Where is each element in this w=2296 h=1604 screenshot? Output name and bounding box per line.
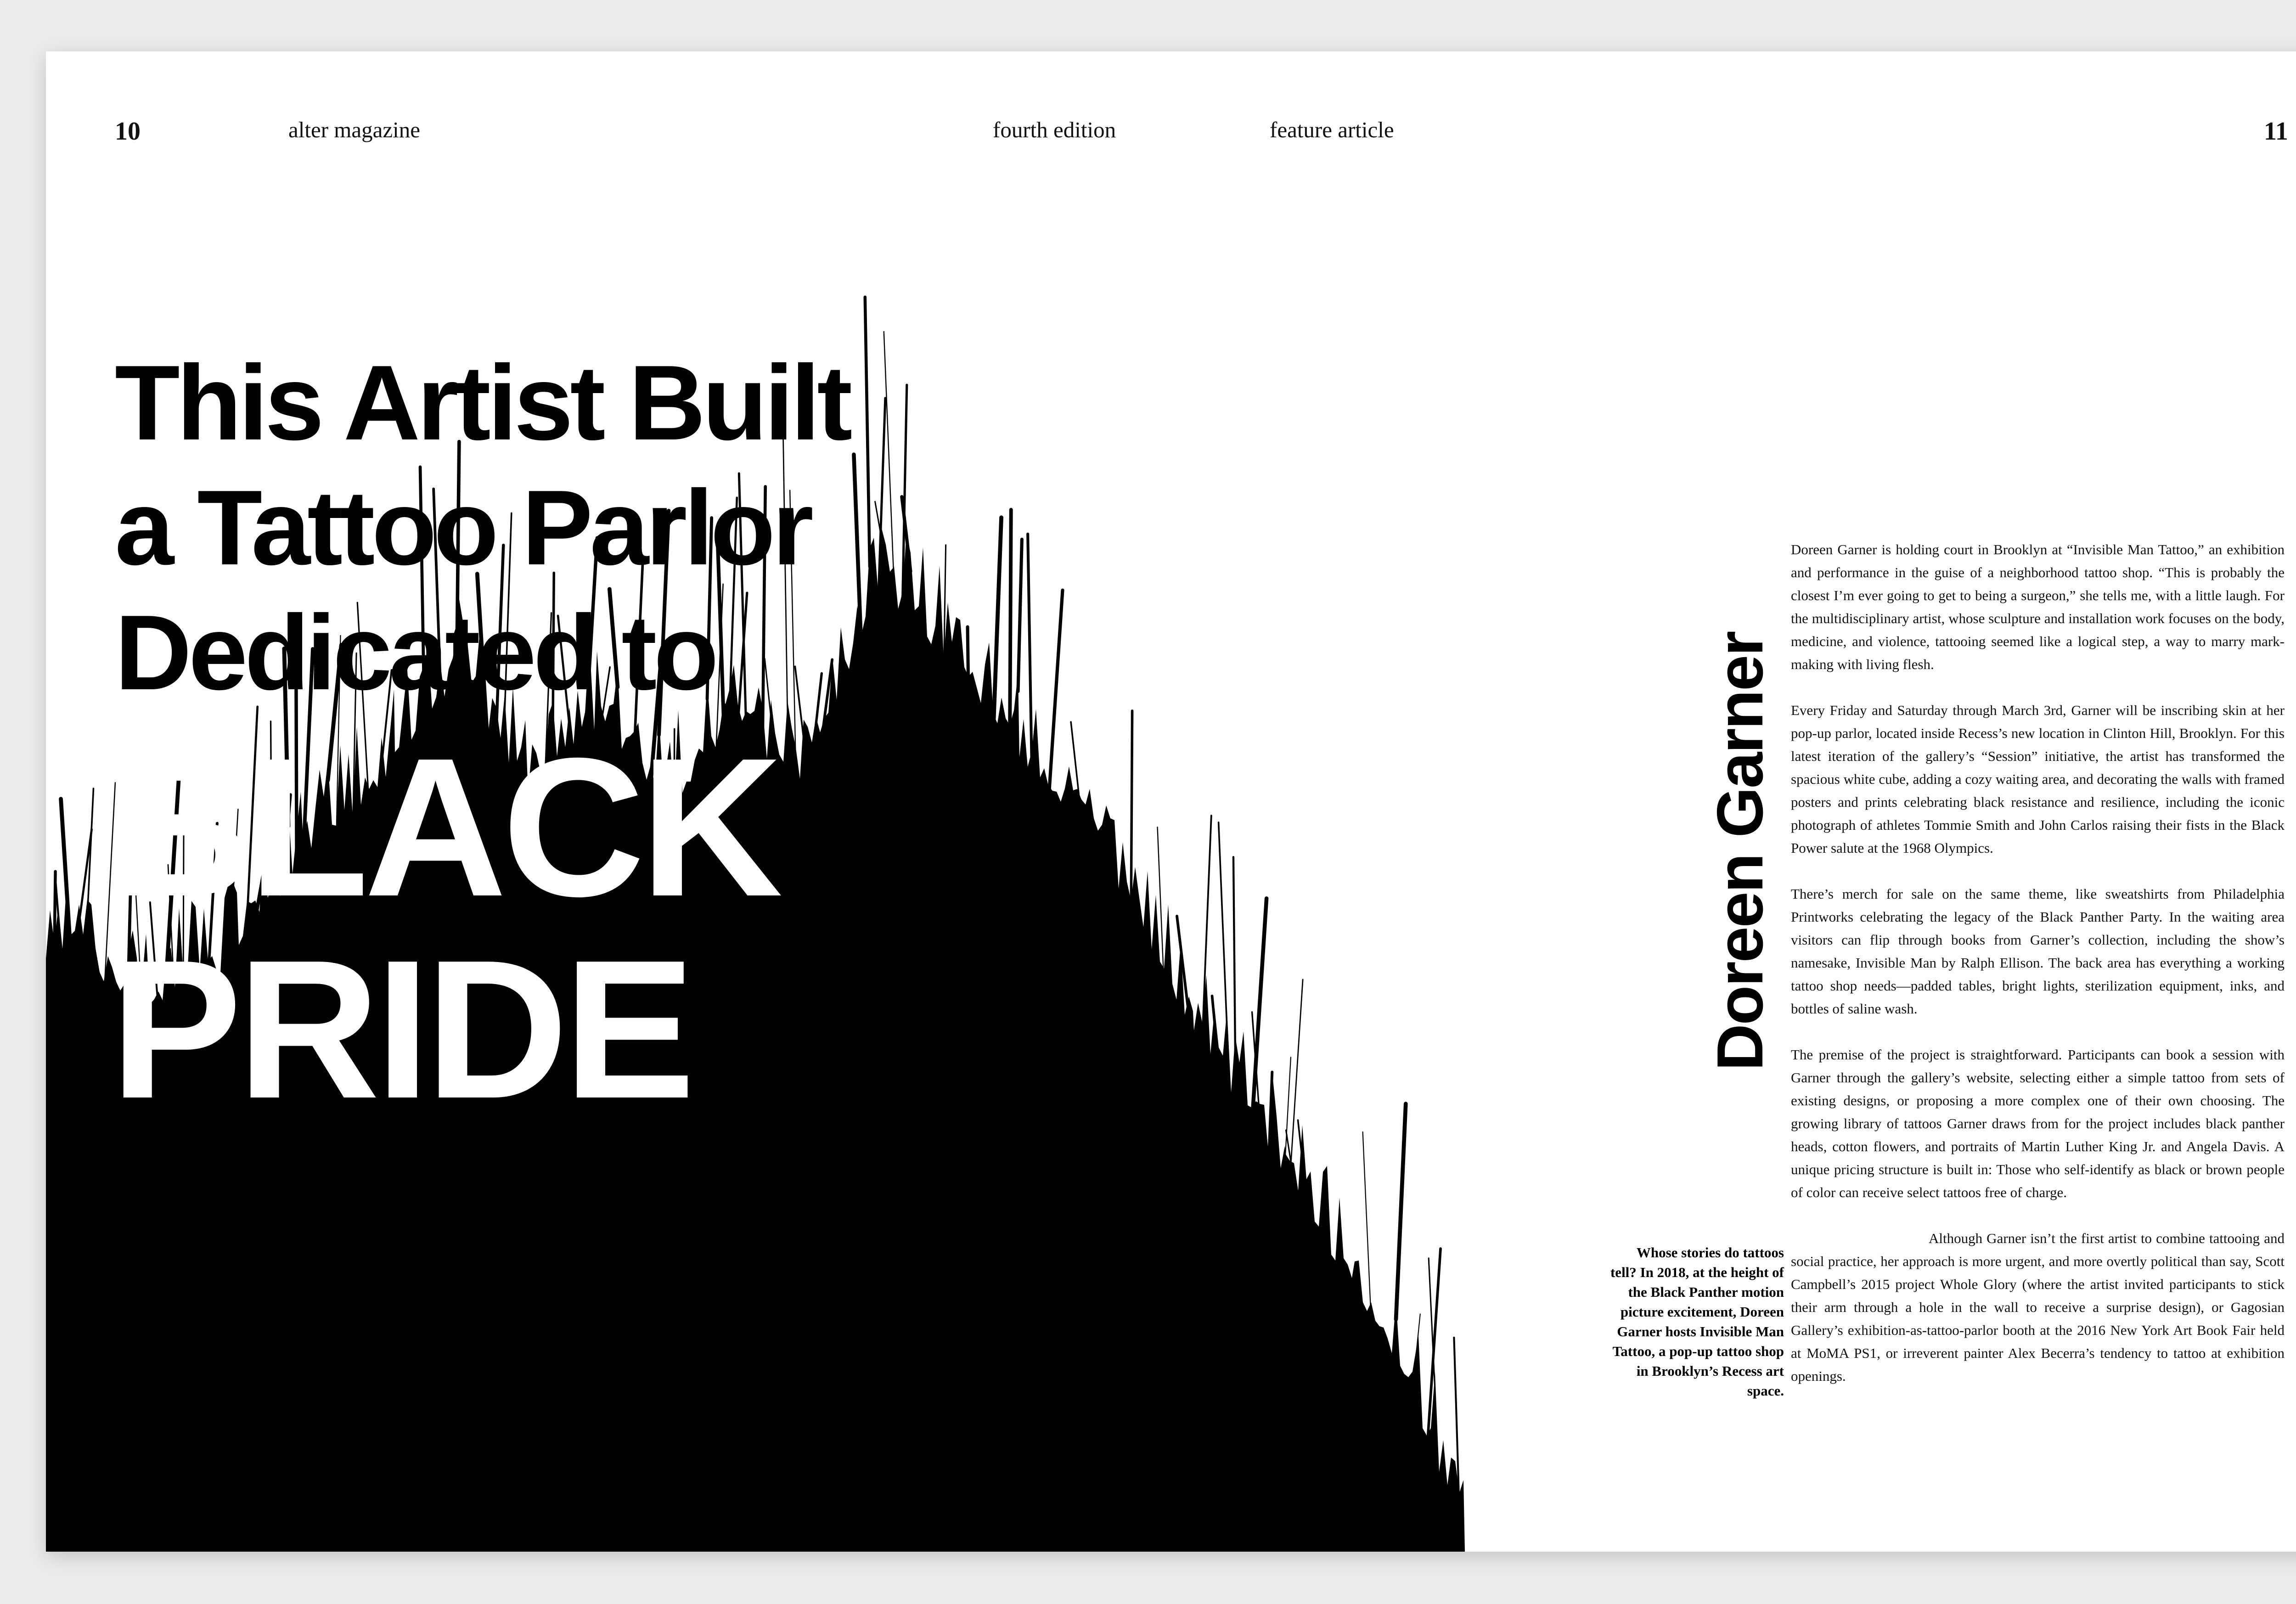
brush-streak xyxy=(1048,590,1063,804)
article-paragraph: Every Friday and Saturday through March 3rd, Garner will be inscribing skin at her pop-up parlor, located inside Recess’s new location in Clinton Hill, Brooklyn. For this latest iteration of the gallery’s “Session” initiative, the artist has transformed the spacious white cube, adding a cozy waiting area, and decorating the walls with framed posters and prints celebrating black resistance and resilience, including the iconic photograph of athletes Tommie Smith and John Carlos raising their fists in the Black Power salute at the 1968 Olympics. xyxy=(1791,702,2285,856)
brush-streak xyxy=(865,297,870,567)
brush-streak xyxy=(1252,898,1266,1126)
article-paragraph: There’s merch for sale on the same theme, like sweatshirts from Philadelphia Printworks celebrating the legacy of the Black Panther Party. In the waiting area visitors can flip through books from Garner’s collection, including the show’s namesake, Invisible Man by Ralph Ellison. The back area has everything a working tattoo shop needs—padded tables, bright lights, sterilization equipment, inks, and bottles of saline wash. xyxy=(1791,886,2285,1017)
brush-streak xyxy=(1219,822,1227,1029)
brush-streak xyxy=(1233,857,1235,1054)
section-label: feature article xyxy=(1270,117,1394,142)
brush-streak xyxy=(1363,1132,1371,1321)
brush-streak xyxy=(1028,534,1032,769)
headline-line: This Artist Built xyxy=(115,343,850,462)
subject-name-vertical: Doreen Garner xyxy=(1704,632,1777,1071)
left-page-number: 10 xyxy=(115,117,141,146)
headline xyxy=(115,341,849,715)
brush-streak xyxy=(1010,510,1011,744)
edition-label: fourth edition xyxy=(993,117,1116,142)
right-page-number: 11 xyxy=(2264,117,2288,146)
magazine-name: alter magazine xyxy=(288,117,421,142)
headline-line: Dedicated to xyxy=(115,593,716,712)
article-body xyxy=(1791,538,2285,1411)
article-paragraph: Although Garner isn’t the first artist to combine tattooing and social practice, her approach is more urgent, and more overtly political than say, Scott Campbell’s 2015 project Whole Glory (where the artist invited participants to stick their arm through a hole in the wall to receive a surprise design), or Gagosian Gallery’s exhibition-as-tattoo-parlor booth at the 2016 New York Art Book Fair held at MoMA PS1, or irreverent painter Alex Becerra’s tendency to tattoo at exhibition openings. xyxy=(1791,1230,2285,1384)
brush-streak xyxy=(1131,711,1132,919)
brush-streak xyxy=(993,518,1002,732)
magazine-spread xyxy=(46,51,2296,1552)
headline-black: BLACK xyxy=(110,717,778,938)
brush-streak xyxy=(1018,539,1022,691)
headline-line: a Tattoo Parlor xyxy=(115,468,810,587)
article-paragraph: The premise of the project is straightforward. Participants can book a session with Garner through the gallery’s website, selecting either a simple tattoo from sets of existing designs, or proposing a more complex one of their own choosing. The growing library of tattoos Garner draws from for the project includes black panther heads, cotton flowers, and portraits of Martin Luther King Jr. and Angela Davis. A unique pricing structure is built in: Those who self-identify as black or brown people of color can receive select tattoos free of charge. xyxy=(1791,1047,2285,1200)
pull-quote-caption: Whose stories do tattoos tell? In 2018, at the height of the Black Panther motion picture excitement, Doreen Garner hosts Invisible Man Tattoo, a pop-up tattoo shop in Brooklyn’s Recess art space. xyxy=(1610,1244,1784,1399)
brush-streak xyxy=(1285,1057,1291,1164)
headline-pride: PRIDE xyxy=(110,919,691,1140)
headline-emphasis xyxy=(110,717,778,1140)
article-paragraph: Doreen Garner is holding court in Brooklyn at “Invisible Man Tattoo,” an exhibition and performance in the guise of a neighborhood tattoo shop. “This is probably the closest I’m ever going to get to being a surgeon,” she tells me, with a little laugh. For the multidisciplinary artist, whose sculpture and installation work focuses on the body, medicine, and violence, tattooing seemed like a logical step, a way to marry mark-making with living flesh. xyxy=(1791,541,2285,672)
brush-streak xyxy=(1396,1104,1406,1319)
